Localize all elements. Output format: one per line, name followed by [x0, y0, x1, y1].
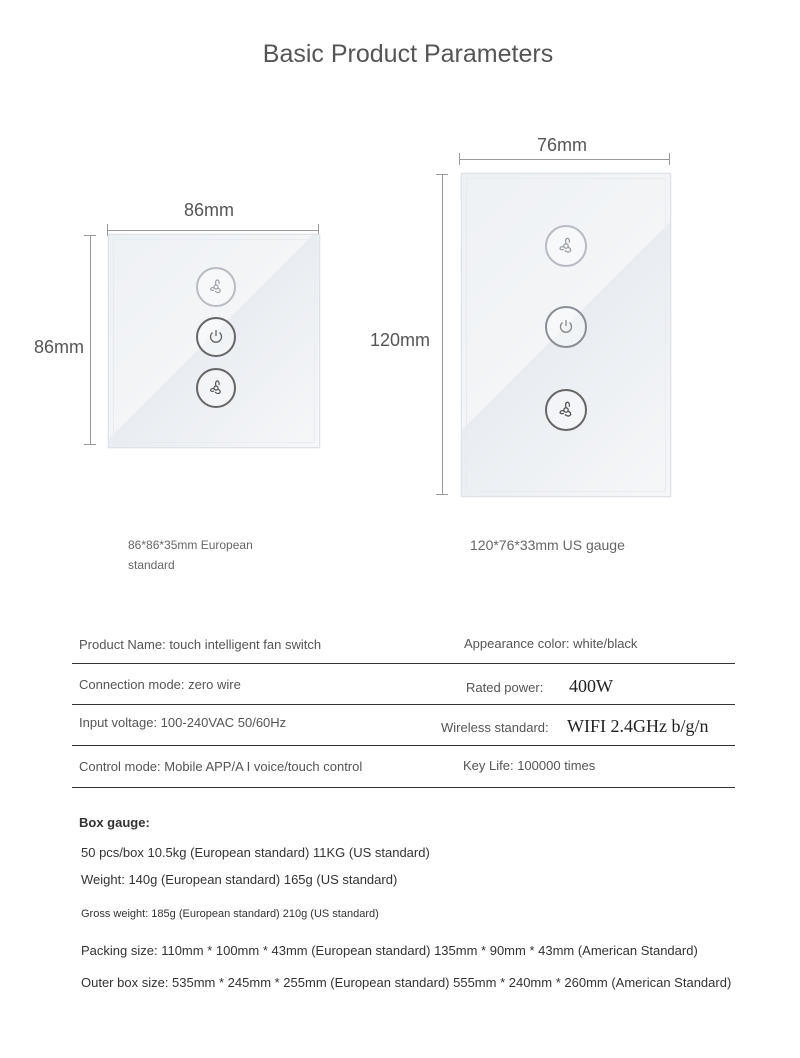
- eu-height-dimension: [84, 235, 98, 445]
- eu-caption-line2: standard: [128, 558, 175, 572]
- table-divider: [72, 704, 735, 705]
- eu-switch-panel: [108, 234, 320, 448]
- gross-weight: Gross weight: 185g (European standard) 210g (US standard): [81, 908, 379, 920]
- product-name: Product Name: touch intelligent fan switch: [79, 637, 322, 652]
- table-divider: [72, 787, 735, 788]
- rated-power-label: Rated power:: [466, 680, 544, 695]
- fan-icon: [206, 378, 226, 398]
- us-height-label: 120mm: [370, 330, 431, 350]
- connection-mode: Connection mode: zero wire: [79, 677, 241, 692]
- table-divider: [72, 745, 735, 746]
- fan-icon: [555, 399, 577, 421]
- rated-power-value: 400W: [569, 676, 613, 696]
- eu-fan-speed-up-button: [196, 267, 236, 307]
- table-divider: [72, 663, 735, 664]
- fan-icon: [555, 235, 577, 257]
- eu-fan-speed-down-button: [196, 368, 236, 408]
- packing-size: Packing size: 110mm * 100mm * 43mm (European standard) 135mm * 90mm * 43mm (American Standard): [81, 943, 698, 958]
- us-power-button: [545, 306, 587, 348]
- eu-width-label: 86mm: [184, 200, 235, 220]
- appearance-color: Appearance color: white/black: [464, 636, 638, 651]
- eu-height-label: 86mm: [34, 337, 85, 357]
- page-title: Basic Product Parameters: [262, 40, 554, 68]
- wireless-label: Wireless standard:: [441, 720, 549, 735]
- us-fan-speed-down-button: [545, 389, 587, 431]
- box-gauge-heading: Box gauge:: [79, 815, 150, 830]
- us-fan-speed-up-button: [545, 225, 587, 267]
- fan-icon: [206, 277, 226, 297]
- power-icon: [558, 319, 574, 335]
- us-switch-panel: [461, 173, 671, 497]
- input-voltage: Input voltage: 100-240VAC 50/60Hz: [79, 715, 287, 730]
- eu-caption: [128, 535, 253, 575]
- unit-weight: Weight: 140g (European standard) 165g (US standard): [81, 872, 398, 887]
- outer-box-size: Outer box size: 535mm * 245mm * 255mm (European standard) 555mm * 240mm * 260mm (American Standard): [81, 975, 732, 990]
- us-height-dimension: [436, 174, 450, 495]
- key-life: Key Life: 100000 times: [463, 758, 596, 773]
- box-quantity-weight: 50 pcs/box 10.5kg (European standard) 11KG (US standard): [81, 845, 430, 860]
- power-icon: [208, 329, 224, 345]
- us-width-label: 76mm: [537, 135, 588, 155]
- control-mode: Control mode: Mobile APP/A I voice/touch control: [79, 759, 363, 774]
- eu-caption-line1: 86*86*35mm European: [128, 538, 253, 552]
- wireless-value: WIFI 2.4GHz b/g/n: [567, 716, 709, 736]
- us-caption: 120*76*33mm US gauge: [470, 537, 625, 553]
- eu-power-button: [196, 317, 236, 357]
